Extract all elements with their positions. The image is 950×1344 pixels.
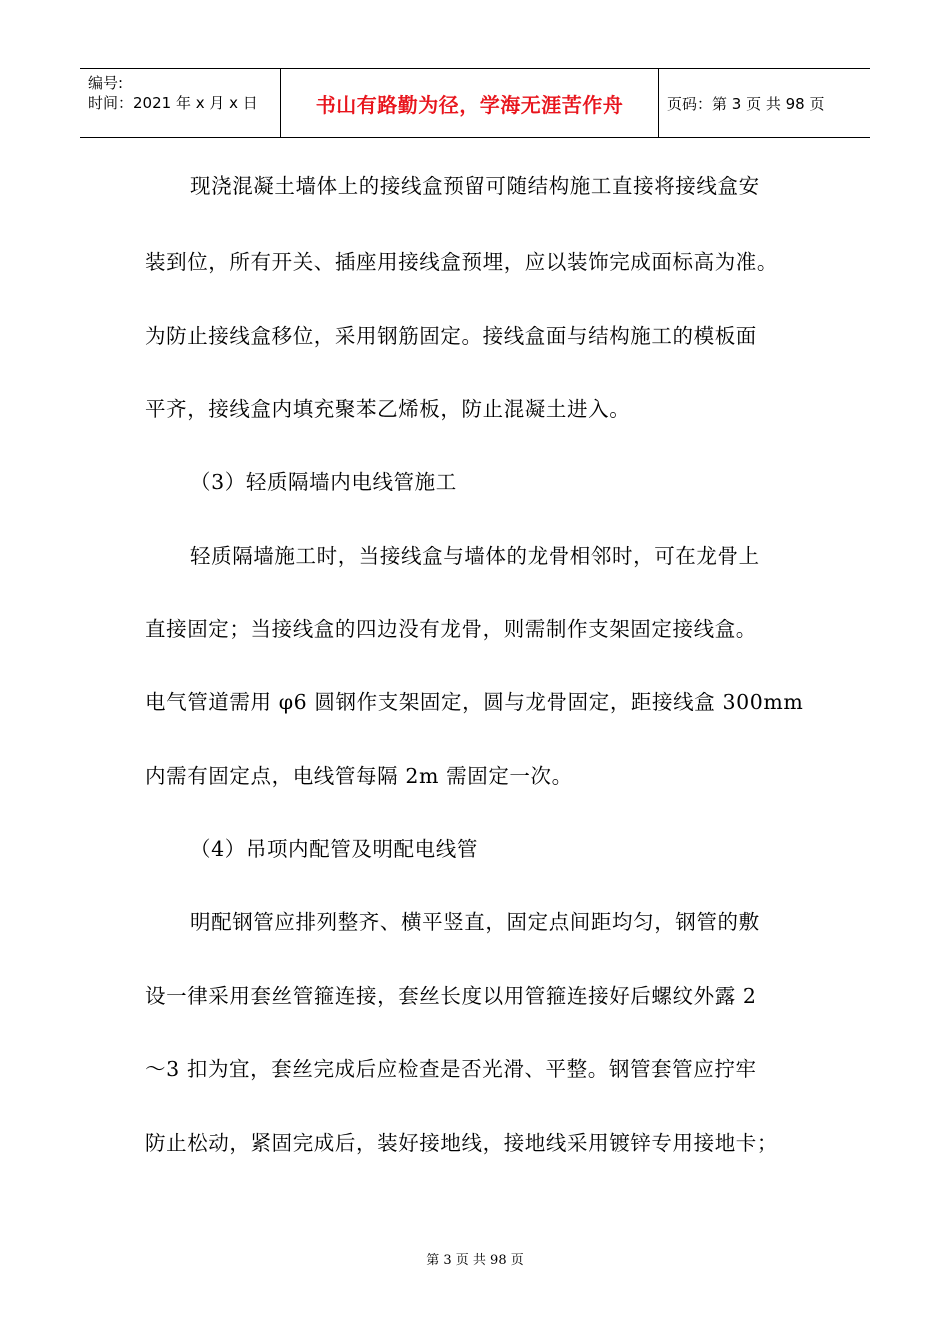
paragraph-line: 明配钢管应排列整齐、横平竖直，固定点间距均匀，钢管的敷	[190, 910, 760, 934]
paragraph-line: 防止松动，紧固完成后，装好接地线，接地线采用镀锌专用接地卡；	[145, 1131, 778, 1155]
document-number-label: 编号:	[88, 74, 124, 92]
paragraph-line: 轻质隔墙施工时，当接线盒与墙体的龙骨相邻时，可在龙骨上	[190, 544, 760, 568]
paragraph-line: ～3 扣为宜，套丝完成后应检查是否光滑、平整。钢管套管应拧牢	[145, 1057, 757, 1081]
paragraph-line: 装到位，所有开关、插座用接线盒预埋，应以装饰完成面标高为准。	[145, 250, 778, 274]
paragraph-line: 平齐，接线盒内填充聚苯乙烯板，防止混凝土进入。	[145, 397, 631, 421]
header-page-info: 页码：第 3 页 共 98 页	[667, 94, 825, 113]
page-footer: 第 3 页 共 98 页	[426, 1253, 524, 1268]
document-date: 时间：2021 年 x 月 x 日	[88, 94, 258, 112]
header-meta	[80, 69, 281, 137]
paragraph-line: 设一律采用套丝管箍连接，套丝长度以用管箍连接好后螺纹外露 2	[145, 984, 757, 1008]
paragraph-line: 电气管道需用 φ6 圆钢作支架固定，圆与龙骨固定，距接线盒 300mm	[145, 690, 804, 714]
paragraph-line: 内需有固定点，电线管每隔 2m 需固定一次。	[145, 764, 573, 788]
section-heading: （3）轻质隔墙内电线管施工	[190, 470, 457, 494]
paragraph-line: 为防止接线盒移位，采用钢筋固定。接线盒面与结构施工的模板面	[145, 324, 757, 348]
page-header	[80, 68, 870, 138]
paragraph-line: 直接固定；当接线盒的四边没有龙骨，则需制作支架固定接线盒。	[145, 617, 757, 641]
section-heading: （4）吊项内配管及明配电线管	[190, 837, 478, 861]
header-motto: 书山有路勤为径，学海无涯苦作舟	[281, 69, 659, 137]
paragraph-line: 现浇混凝土墙体上的接线盒预留可随结构施工直接将接线盒安	[190, 174, 760, 198]
